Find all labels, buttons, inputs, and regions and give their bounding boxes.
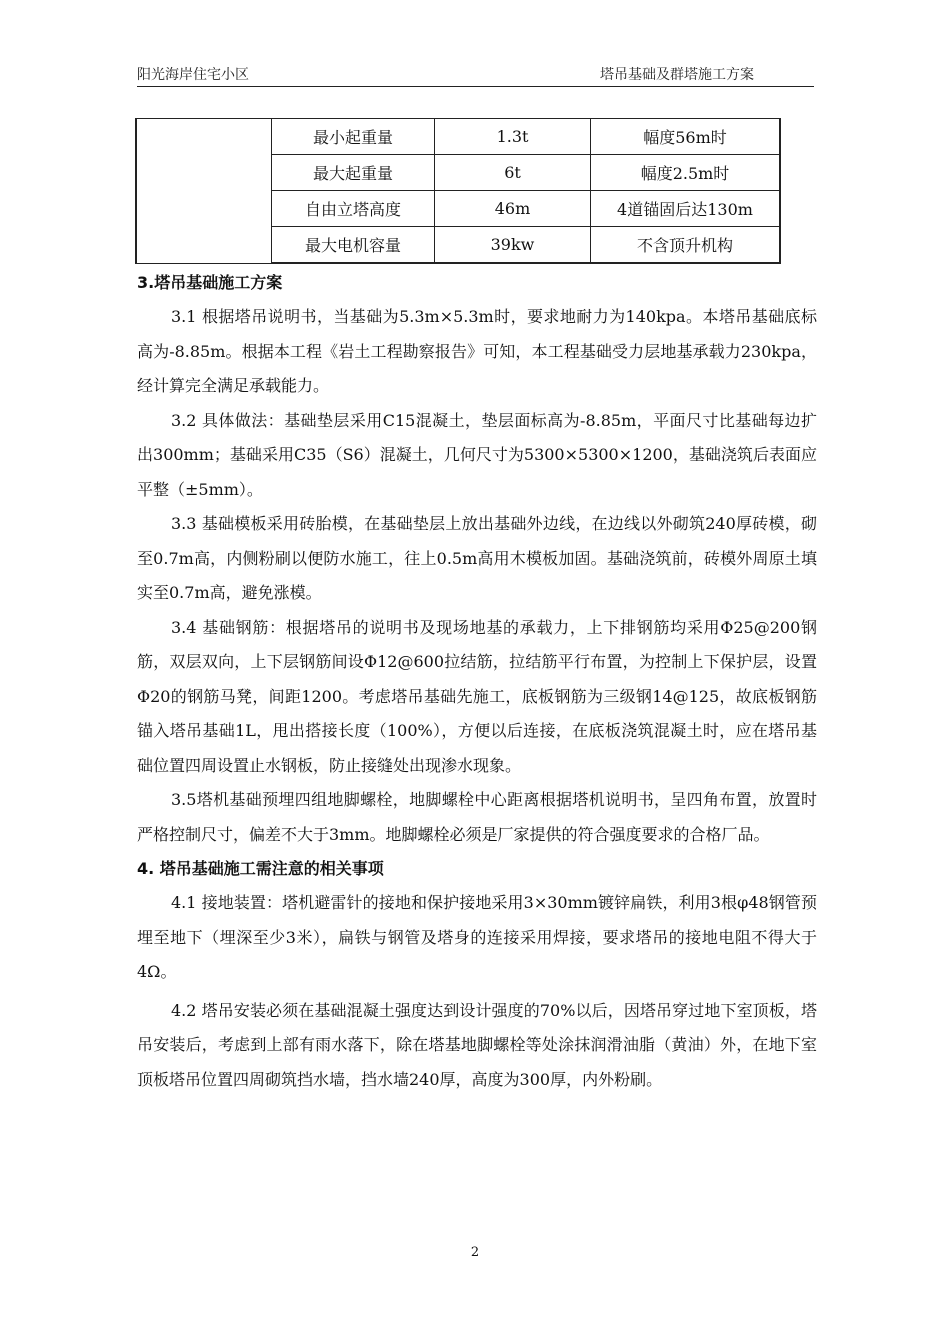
table-cell: 幅度2.5m时 (591, 155, 781, 191)
page-header (137, 62, 814, 87)
table-cell: 4道锚固后达130m (591, 191, 781, 227)
paragraph-4-2: 4.2 塔吊安装必须在基础混凝土强度达到设计强度的70%以后，因塔吊穿过地下室顶板，塔吊安装后，考虑到上部有雨水落下，除在塔基地脚螺栓等处涂抹润滑油脂（黄油）外，在地下室顶板塔吊位置四周砌筑挡水墙，挡水墙240厚，高度为300厚，内外粉刷。 (137, 1000, 817, 1089)
paragraph-3-4: 3.4 基础钢筋：根据塔吊的说明书及现场地基的承载力，上下排钢筋均采用Φ25@200钢筋，双层双向，上下层钢筋间设Φ12@600拉结筋，拉结筋平行布置，为控制上下保护层，设置Φ20的钢筋马凳，间距1200。考虑塔吊基础先施工，底板钢筋为三级钢14@125，故底板钢筋锚入塔吊基础1L，甩出搭接长度（100%），方便以后连接，在底板浇筑混凝土时，应在塔吊基础位置四周设置止水钢板，防止接缝处出现渗水现象。 (137, 617, 817, 775)
page-number: 2 (470, 1245, 480, 1260)
table-cell: 不含顶升机构 (591, 227, 781, 264)
table-cell: 自由立塔高度 (272, 191, 435, 227)
document-body (137, 266, 817, 1097)
section-4-heading: 4. 塔吊基础施工需注意的相关事项 (137, 859, 384, 878)
table-cell: 最小起重量 (272, 119, 435, 155)
paragraph-4-1: 4.1 接地装置：塔机避雷针的接地和保护接地采用3×30mm镀锌扁铁，利用3根φ48钢管预埋至地下（埋深至少3米），扁铁与钢管及塔身的连接采用焊接，要求塔吊的接地电阻不得大于4Ω。 (137, 893, 817, 981)
paragraph-3-5: 3.5塔机基础预埋四组地脚螺栓，地脚螺栓中心距离根据塔机说明书，呈四角布置，放置时严格控制尺寸，偏差不大于3mm。地脚螺栓必须是厂家提供的符合强度要求的合格厂品。 (137, 790, 817, 844)
paragraph-3-1: 3.1 根据塔吊说明书，当基础为5.3m×5.3m时，要求地耐力为140kpa。本塔吊基础底标高为-8.85m。根据本工程《岩土工程勘察报告》可知，本工程基础受力层地基承载力230kpa，经计算完全满足承载能力。 (137, 307, 817, 395)
section-3-heading: 3.塔吊基础施工方案 (137, 273, 283, 292)
table-cell: 最大电机容量 (272, 227, 435, 264)
header-project-name: 阳光海岸住宅小区 (137, 67, 249, 83)
table-cell: 46m (435, 191, 591, 227)
table-cell: 39kw (435, 227, 591, 264)
table-cell: 6t (435, 155, 591, 191)
table-cell: 幅度56m时 (591, 119, 781, 155)
table-row (136, 119, 780, 155)
paragraph-3-3: 3.3 基础模板采用砖胎模，在基础垫层上放出基础外边线，在边线以外砌筑240厚砖模，砌至0.7m高，内侧粉刷以便防水施工，往上0.5m高用木模板加固。基础浇筑前，砖模外周原土填实至0.7m高，避免涨模。 (137, 514, 817, 602)
table-cell: 最大起重量 (272, 155, 435, 191)
table-cell: 1.3t (435, 119, 591, 155)
header-document-title: 塔吊基础及群塔施工方案 (600, 67, 754, 83)
crane-parameter-table (135, 118, 781, 264)
paragraph-3-2: 3.2 具体做法：基础垫层采用C15混凝土，垫层面标高为-8.85m，平面尺寸比基础每边扩出300mm；基础采用C35（S6）混凝土，几何尺寸为5300×5300×1200，基础浇筑后表面应平整（±5mm）。 (137, 410, 817, 499)
table-merged-cell (136, 119, 272, 264)
